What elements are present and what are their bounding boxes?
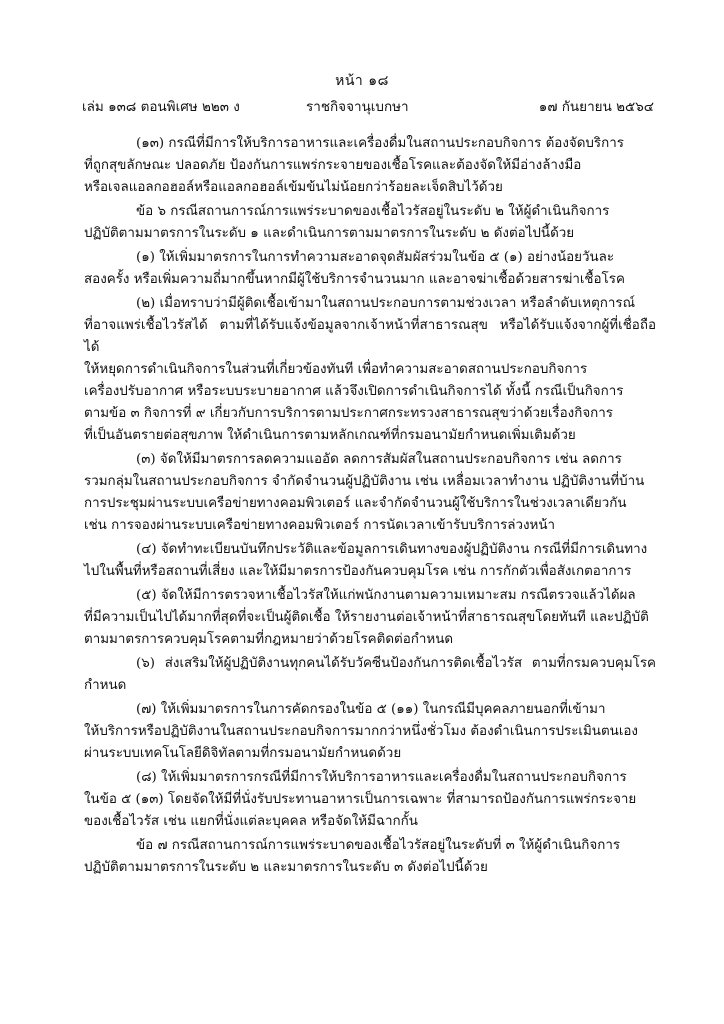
paragraph-line: (๓) จัดให้มีมาตรการลดความแออัด ลดการสัมผัสในสถานประกอบกิจการ เช่น ลดการ	[136, 452, 622, 467]
paragraph	[84, 699, 656, 765]
paragraph-line: (๕) จัดให้มีการตรวจหาเชื้อไวรัสให้แก่พนักงานตามความเหมาะสม กรณีตรวจแล้วได้ผล	[136, 588, 636, 603]
paragraph-line: ที่เป็นอันตรายต่อสุขภาพ ให้ดำเนินการตามหลักเกณฑ์ที่กรมอนามัยกำหนดเพิ่มเติมด้วย	[84, 428, 576, 443]
paragraph-line: เครื่องปรับอากาศ หรือระบบระบายอากาศ แล้วจึงเปิดการดำเนินกิจการได้ ทั้งนี้ กรณีเป็นกิจการ	[84, 384, 624, 399]
paragraph-line: ตามมาตรการควบคุมโรคตามที่กฎหมายว่าด้วยโรคติดต่อกำหนด	[84, 632, 454, 647]
paragraph-line: (๑) ให้เพิ่มมาตรการในการทำความสะอาดจุดสัมผัสร่วมในข้อ ๕ (๑) อย่างน้อยวันละ	[136, 250, 615, 265]
paragraph-line: (๗) ให้เพิ่มมาตรการในการคัดกรองในข้อ ๕ (๑๑) ในกรณีมีบุคคลภายนอกที่เข้ามา	[136, 702, 606, 717]
document-body	[84, 133, 656, 879]
paragraph-line: (๔) จัดทำทะเบียนบันทึกประวัติและข้อมูลการเดินทางของผู้ปฏิบัติงาน กรณีที่มีการเดินทาง	[136, 542, 648, 557]
paragraph-line: ข้อ ๗ กรณีสถานการณ์การแพร่ระบาดของเชื้อไวรัสอยู่ในระดับที่ ๓ ให้ผู้ดำเนินกิจการ	[136, 838, 621, 853]
paragraph-line: หรือเจลแอลกอฮอล์หรือแอลกอฮอล์เข้มข้นไม่น้อยกว่าร้อยละเจ็ดสิบไว้ด้วย	[84, 180, 503, 195]
paragraph-line: สองครั้ง หรือเพิ่มความถี่มากขึ้นหากมีผู้ใช้บริการจำนวนมาก และอาจฆ่าเชื้อด้วยสารฆ่าเชื้อโรค	[84, 272, 625, 287]
paragraph-line: (๖) ส่งเสริมให้ผู้ปฏิบัติงานทุกคนได้รับวัคซีนป้องกันการติดเชื้อไวรัส ตามที่กรมควบคุมโรคกำหนด	[84, 656, 656, 693]
paragraph	[84, 835, 656, 879]
gazette-header	[82, 95, 654, 115]
paragraph-line: (๑๓) กรณีที่มีการให้บริการอาหารและเครื่องดื่มในสถานประกอบกิจการ ต้องจัดบริการ	[136, 136, 624, 151]
paragraph-line: รวมกลุ่มในสถานประกอบกิจการ จำกัดจำนวนผู้ปฏิบัติงาน เช่น เหลื่อมเวลาทำงาน ปฏิบัติงานที่บ้าน	[84, 474, 645, 489]
paragraph-line: ข้อ ๖ กรณีสถานการณ์การแพร่ระบาดของเชื้อไวรัสอยู่ในระดับ ๒ ให้ผู้ดำเนินกิจการ	[136, 204, 610, 219]
paragraph-line: ที่ถูกสุขลักษณะ ปลอดภัย ป้องกันการแพร่กระจายของเชื้อโรคและต้องจัดให้มีอ่างล้างมือ	[84, 158, 582, 173]
header-date: ๑๗ กันยายน ๒๕๖๔	[538, 99, 654, 115]
page-number: หน้า ๑๘	[335, 73, 389, 89]
paragraph-line: เช่น การจองผ่านระบบเครือข่ายทางคอมพิวเตอร์ การนัดเวลาเข้ารับบริการล่วงหน้า	[84, 518, 556, 533]
paragraph	[84, 585, 656, 651]
paragraph-line: ให้หยุดการดำเนินกิจการในส่วนที่เกี่ยวข้องทันที เพื่อทำความสะอาดสถานประกอบกิจการ	[84, 362, 588, 377]
paragraph-line: ที่มีความเป็นไปได้มากที่สุดที่จะเป็นผู้ติดเชื้อ ให้รายงานต่อเจ้าหน้าที่สาธารณสุขโดยทันที และปฏิบัติ	[84, 610, 649, 625]
paragraph	[84, 449, 656, 537]
paragraph	[84, 201, 656, 245]
paragraph-line: ปฏิบัติตามมาตรการในระดับ ๑ และดำเนินการตามมาตรการในระดับ ๒ ดังต่อไปนี้ด้วย	[84, 226, 575, 241]
paragraph-line: การประชุมผ่านระบบเครือข่ายทางคอมพิวเตอร์ และจำกัดจำนวนผู้ใช้บริการในช่วงเวลาเดียวกัน	[84, 496, 627, 511]
paragraph-line: ปฏิบัติตามมาตรการในระดับ ๒ และมาตรการในระดับ ๓ ดังต่อไปนี้ด้วย	[84, 860, 488, 875]
header-gazette-name: ราชกิจจานุเบกษา	[306, 99, 409, 115]
paragraph-line: ที่อาจแพร่เชื้อไวรัสได้ ตามที่ได้รับแจ้งข้อมูลจากเจ้าหน้าที่สาธารณสุข หรือได้รับแจ้งจากผู้ที่เชื่อถือได้	[84, 318, 656, 355]
paragraph-line: ไปในพื้นที่หรือสถานที่เสี่ยง และให้มีมาตรการป้องกันควบคุมโรค เช่น การกักตัวเพื่อสังเกตอาการ	[84, 564, 632, 579]
paragraph-line: ในข้อ ๕ (๑๓) โดยจัดให้มีที่นั่งรับประทานอาหารเป็นการเฉพาะ ที่สามารถป้องกันการแพร่กระจาย	[84, 792, 637, 807]
paragraph-line: ของเชื้อไวรัส เช่น แยกที่นั่งแต่ละบุคคล หรือจัดให้มีฉากกั้น	[84, 814, 418, 829]
header-volume: เล่ม ๑๓๘ ตอนพิเศษ ๒๒๓ ง	[82, 99, 240, 115]
paragraph-line: (๒) เมื่อทราบว่ามีผู้ติดเชื้อเข้ามาในสถานประกอบการตามช่วงเวลา หรือลำดับเหตุการณ์	[136, 296, 636, 311]
paragraph-line: ให้บริการหรือปฏิบัติงานในสถานประกอบกิจการมากกว่าหนึ่งชั่วโมง ต้องดำเนินการประเมินตนเอง	[84, 724, 638, 739]
paragraph-line: ตามข้อ ๓ กิจการที่ ๙ เกี่ยวกับการบริการตามประกาศกระทรวงสาธารณสุขว่าด้วยเรื่องกิจการ	[84, 406, 613, 421]
paragraph-line: ผ่านระบบเทคโนโลยีดิจิทัลตามที่กรมอนามัยกำหนดด้วย	[84, 746, 402, 761]
paragraph	[84, 767, 656, 833]
paragraph	[84, 133, 656, 199]
paragraph	[84, 247, 656, 291]
paragraph-line: (๘) ให้เพิ่มมาตรการกรณีที่มีการให้บริการอาหารและเครื่องดื่มในสถานประกอบกิจการ	[136, 770, 627, 785]
paragraph	[84, 539, 656, 583]
paragraph	[84, 653, 656, 697]
paragraph	[84, 293, 656, 447]
